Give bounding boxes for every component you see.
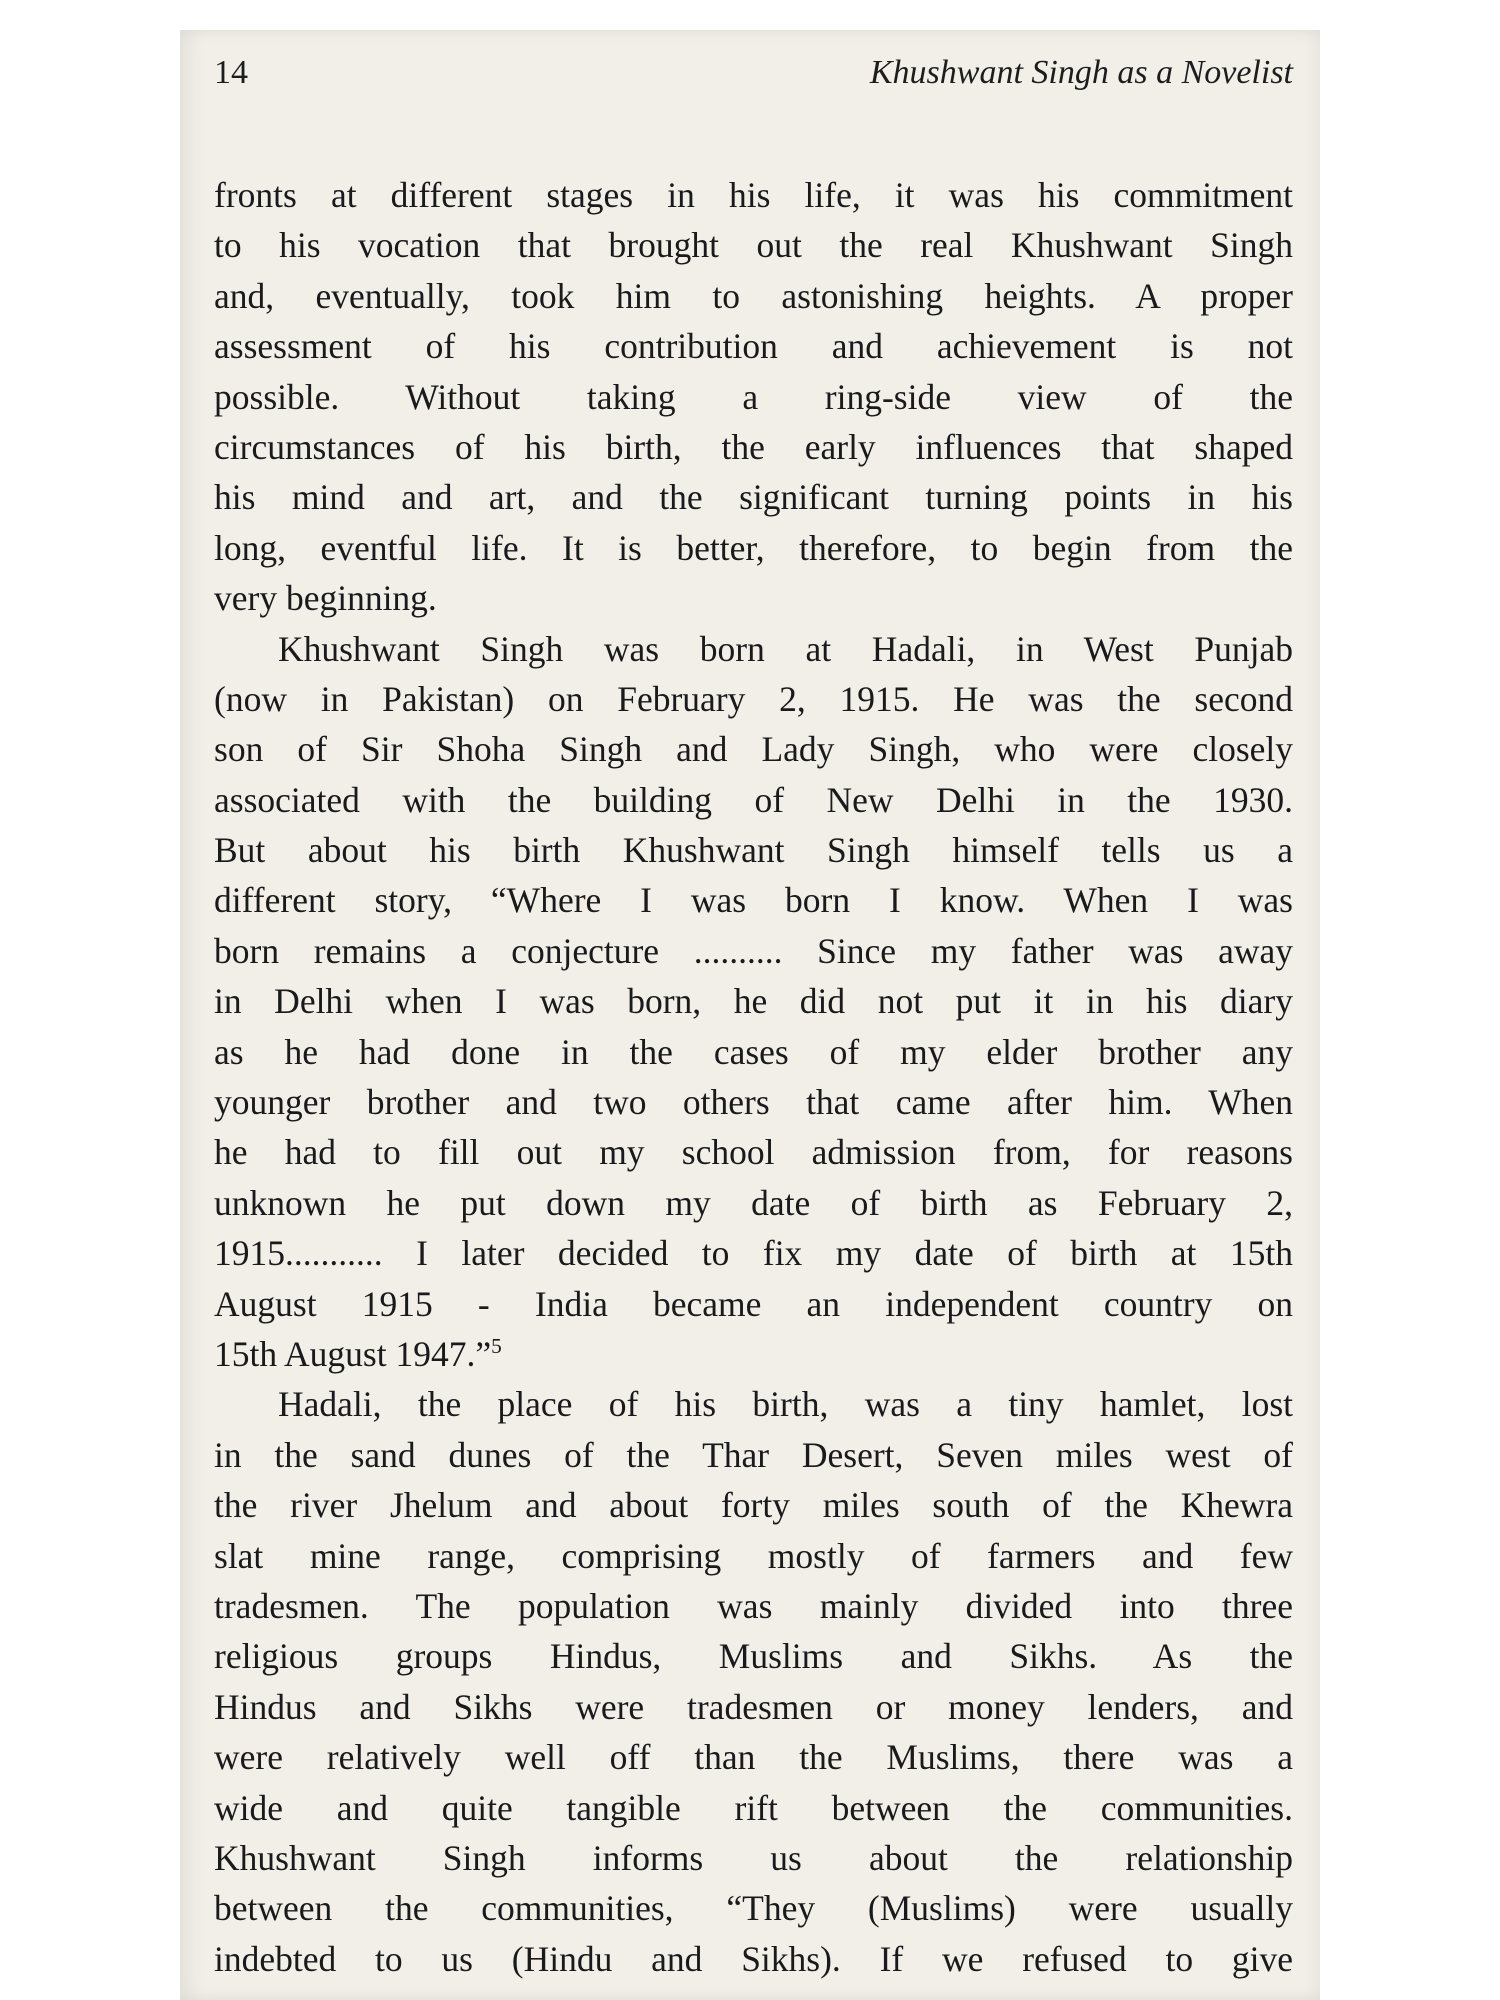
text-line: circumstances of his birth, the early influences that shaped — [214, 426, 1293, 467]
text-line: were relatively well off than the Muslims, there was a — [214, 1737, 1293, 1778]
text-line: younger brother and two others that came after him. When — [214, 1082, 1293, 1123]
paragraph-1 — [214, 170, 1293, 624]
text-line: Khushwant Singh informs us about the relationship — [214, 1837, 1293, 1878]
text-line — [214, 1329, 1293, 1379]
text-line: in Delhi when I was born, he did not put it in his diary — [214, 981, 1293, 1022]
body-text — [214, 170, 1293, 1984]
text-line: associated with the building of New Delhi in the 1930. — [214, 779, 1293, 820]
text-line: his mind and art, and the significant turning points in his — [214, 477, 1293, 518]
text-line: slat mine range, comprising mostly of farmers and few — [214, 1535, 1293, 1576]
paragraph-3 — [214, 1379, 1293, 1984]
paragraph-2 — [214, 624, 1293, 1380]
text-line: tradesmen. The population was mainly divided into three — [214, 1585, 1293, 1626]
text-line: But about his birth Khushwant Singh himself tells us a — [214, 830, 1293, 871]
text-line: 1915........... I later decided to fix my date of birth at 15th — [214, 1233, 1293, 1274]
text-line: religious groups Hindus, Muslims and Sikhs. As the — [214, 1636, 1293, 1677]
text-line: long, eventful life. It is better, therefore, to begin from the — [214, 527, 1293, 568]
text-line: very beginning. — [214, 578, 437, 619]
text-line: he had to fill out my school admission from, for reasons — [214, 1132, 1293, 1173]
text-line: in the sand dunes of the Thar Desert, Seven miles west of — [214, 1434, 1293, 1475]
text-line: as he had done in the cases of my elder brother any — [214, 1031, 1293, 1072]
text-line: indebted to us (Hindu and Sikhs). If we refused to give — [214, 1938, 1293, 1979]
text-line: and, eventually, took him to astonishing heights. A proper — [214, 275, 1293, 316]
text-line: Hindus and Sikhs were tradesmen or money lenders, and — [214, 1686, 1293, 1727]
text-line: (now in Pakistan) on February 2, 1915. He was the second — [214, 678, 1293, 719]
page-header — [214, 54, 1293, 104]
text-line: born remains a conjecture .......... Since my father was away — [214, 930, 1293, 971]
text-line: assessment of his contribution and achievement is not — [214, 326, 1293, 367]
text-line: the river Jhelum and about forty miles south of the Khewra — [214, 1485, 1293, 1526]
text-line: unknown he put down my date of birth as February 2, — [214, 1182, 1293, 1223]
quote-end: 15th August 1947.” — [214, 1333, 492, 1374]
book-page — [180, 30, 1320, 2000]
text-line: August 1915 - India became an independent country on — [214, 1283, 1293, 1324]
text-line: Khushwant Singh was born at Hadali, in West Punjab — [278, 628, 1293, 669]
text-line: son of Sir Shoha Singh and Lady Singh, who were closely — [214, 729, 1293, 770]
text-line: different story, “Where I was born I know. When I was — [214, 880, 1293, 921]
page-number: 14 — [214, 54, 248, 91]
text-line: between the communities, “They (Muslims) were usually — [214, 1888, 1293, 1929]
text-line: to his vocation that brought out the real Khushwant Singh — [214, 225, 1293, 266]
text-line: wide and quite tangible rift between the communities. — [214, 1787, 1293, 1828]
footnote-ref: 5 — [491, 1334, 502, 1359]
text-line: fronts at different stages in his life, it was his commitment — [214, 175, 1293, 215]
text-line: Hadali, the place of his birth, was a tiny hamlet, lost — [278, 1384, 1293, 1425]
running-head: Khushwant Singh as a Novelist — [869, 54, 1293, 91]
text-line: possible. Without taking a ring-side view of the — [214, 376, 1293, 417]
